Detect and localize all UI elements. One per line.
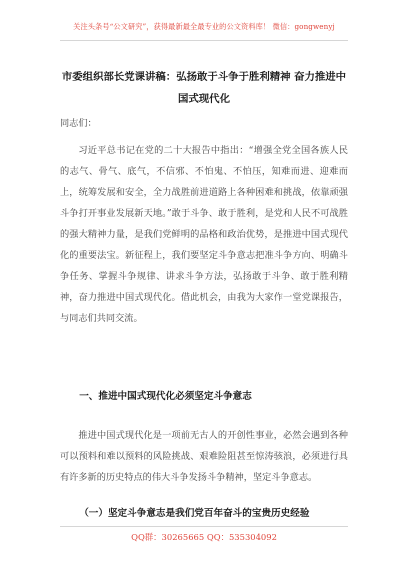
footer-contact: QQ群：30265665 QQ：535304092 xyxy=(131,532,277,542)
footer-divider xyxy=(60,526,348,527)
body-paragraph-intro: 习近平总书记在党的二十大报告中指出：“增强全党全国各族人民的志气、骨气、底气，不信邪、不怕鬼、不怕压，知难而进、迎难而上，统筹发展和安全，全力战胜前进道路上各种困难和挑战，依靠顽强斗争打开事业发展新天地。”敢于斗争、敢于胜利，是党和人民不可战胜的强大精神力量，是我们党鲜明的品格和政治优势，是推进中国式现代化的重要法宝。新征程上，我们要坚定斗争意志把准斗争方向、明确斗争任务、掌握斗争规律、讲求斗争方法，弘扬敢于斗争、敢于胜利精神，奋力推进中国式现代化。借此机会，由我为大家作一堂党课报告，与同志们共同交流。 xyxy=(60,145,348,324)
section-heading-1: 一、推进中国式现代化必须坚定斗争意志 xyxy=(79,391,252,402)
body-paragraph-section-1: 推进中国式现代化是一项前无古人的开创性事业，必然会遇到各种可以预料和难以预料的风险挑战、艰难险阻甚至惊涛骇浪，必须进行具有许多新的历史特点的伟大斗争发扬斗争精神，坚定斗争意志。 xyxy=(60,430,348,483)
salutation: 同志们： xyxy=(60,118,97,129)
header-promo-note: 关注头条号“公文研究”，获得最新最全最专业的公文资料库！ 微信：gongwenyj xyxy=(73,22,335,31)
header-divider xyxy=(60,40,348,41)
subsection-heading-1: （一）坚定斗争意志是我们党百年奋斗的宝贵历史经验 xyxy=(79,508,310,519)
document-title: 市委组织部长党课讲稿：弘扬敢于斗争于胜利精神 奋力推进中国式现代化 xyxy=(61,71,347,105)
